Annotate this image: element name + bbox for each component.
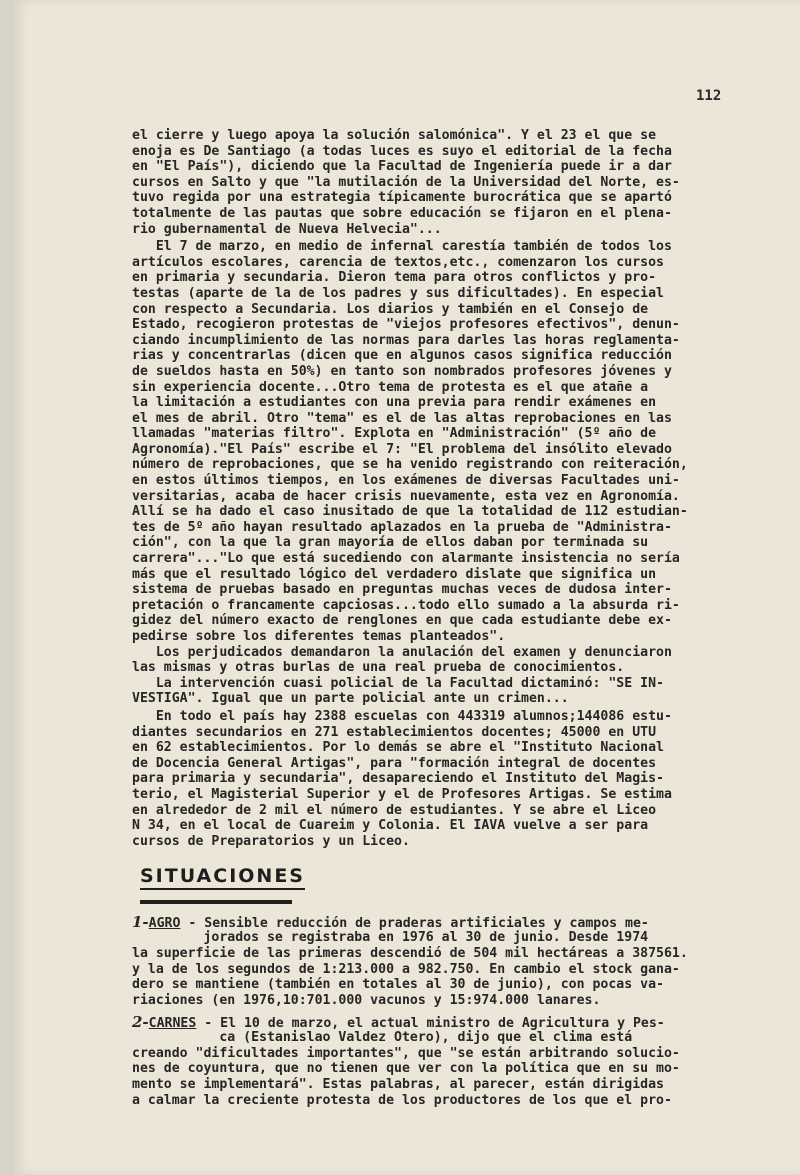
text-line: ción", con la que la gran mayoría de ellos daban por terminada su: [132, 535, 649, 551]
text-line: ciando incumplimiento de las normas para darles las horas reglamenta-: [132, 332, 680, 348]
paragraph-1: [132, 128, 752, 237]
text-line: Los perjudicados demandaron la anulación del examen y denunciaron: [132, 644, 672, 660]
text-line: La intervención cuasi policial de la Facultad dictaminó: "SE IN-: [132, 675, 664, 691]
text-line: en 62 establecimientos. Por lo demás se abre el "Instituto Nacional: [132, 740, 664, 756]
text-line: sin experiencia docente...Otro tema de protesta es el que atañe a: [132, 379, 649, 395]
text-line: el mes de abril. Otro "tema" es el de las altas reprobaciones en las: [132, 410, 672, 426]
text-line: para primaria y secundaria", desapareciendo el Instituto del Magis-: [132, 771, 664, 787]
text-line: testas (aparte de la de los padres y sus dificultades). En especial: [132, 285, 664, 301]
text-line: en primaria y secundaria. Dieron tema para otros conflictos y pro-: [132, 270, 657, 286]
text-line: Estado, recogieron protestas de "viejos profesores efectivos", denun-: [132, 317, 680, 333]
text-line: en "El País"), diciendo que la Facultad de Ingeniería puede ir a dar: [132, 159, 672, 175]
text-line: En todo el país hay 2388 escuelas con 443319 alumnos;144086 estu-: [132, 708, 672, 724]
document-body: [132, 128, 752, 1108]
text-line: número de reprobaciones, que se ha venido registrando con reiteración,: [132, 457, 688, 473]
text-line: y la de los segundos de 1:213.000 a 982.750. En cambio el stock gana-: [132, 961, 680, 977]
text-line: terio, el Magisterial Superior y el de Profesores Artigas. Se estima: [132, 786, 672, 802]
text-line: diantes secundarios en 271 establecimientos docentes; 45000 en UTU: [132, 724, 657, 740]
text-line: gidez del número exacto de renglones en que cada estudiante debe ex-: [132, 613, 672, 629]
text-line: con respecto a Secundaria. Los diarios y también en el Consejo de: [132, 301, 649, 317]
text-line: la limitación a estudiantes con una previa para rendir exámenes en: [132, 395, 657, 411]
text-line: de Docencia General Artigas", para "formación integral de docentes: [132, 755, 657, 771]
text-line: carrera"..."Lo que está sucediendo con alarmante insistencia no sería: [132, 551, 680, 567]
text-line: cursos de Preparatorios y un Liceo.: [132, 833, 410, 849]
item-head: [132, 914, 752, 930]
text-line: nes de coyuntura, que no tienen que ver con la política que en su mo-: [132, 1061, 680, 1077]
text-line: cursos en Salto y que "la mutilación de la Universidad del Norte, es-: [132, 174, 680, 190]
text-line: pedirse sobre los diferentes temas planteados".: [132, 629, 506, 644]
text-line: las mismas y otras burlas de una real prueba de conocimientos.: [132, 660, 625, 676]
document-page: [14, 0, 800, 1175]
text-line: mento se implementará". Estas palabras, al parecer, están dirigidas: [132, 1077, 664, 1093]
text-line: rio gubernamental de Nueva Helvecia"...: [132, 221, 442, 237]
text-line: enoja es De Santiago (a todas luces es suyo el editorial de la fecha: [132, 143, 672, 159]
item-number: 1-: [132, 913, 149, 932]
text-line: Allí se ha dado el caso inusitado de que la totalidad de 112 estudian-: [132, 504, 688, 520]
item-head: [132, 1014, 752, 1030]
text-line: pretación o francamente capciosas...todo ello sumado a la absurda ri-: [132, 597, 680, 613]
page-number: 112: [696, 88, 722, 104]
text-line: N 34, en el local de Cuareim y Colonia. El IAVA vuelve a ser para: [132, 818, 649, 834]
text-line: sistema de pruebas basado en preguntas muchas veces de dudosa inter-: [132, 582, 672, 598]
text-line: El 7 de marzo, en medio de infernal carestía también de todos los: [132, 239, 672, 255]
text-line: riaciones (en 1976,10:701.000 vacunos y 15:974.000 lanares.: [132, 992, 601, 1008]
item-carnes: [132, 1014, 752, 1108]
text-line: totalmente de las pautas que sobre educación se fijaron en el plena-: [132, 205, 672, 221]
item-term: CARNES: [148, 1016, 197, 1032]
paragraph-2: [132, 239, 752, 707]
item-first-line: - Sensible reducción de praderas artificiales y campos me-: [180, 916, 649, 932]
text-line: llamadas "materias filtro". Explota en "Administración" (5º año de: [132, 426, 657, 442]
text-line: tes de 5º año hayan resultado aplazados en la prueba de "Administra-: [132, 519, 672, 535]
text-line: versitarias, acaba de hacer crisis nuevamente, esta vez en Agronomía.: [132, 488, 680, 504]
text-line: tuvo regida por una estrategia típicamente burocrática que se apartó: [132, 190, 672, 206]
paragraph-3: [132, 709, 752, 849]
text-line: creando "dificultades importantes", que "se están arbitrando solucio-: [132, 1045, 680, 1061]
item-agro: [132, 914, 752, 1008]
text-line: de sueldos hasta en 50%) en tanto son nombrados profesores jóvenes y: [132, 363, 672, 379]
text-line: rias y concentrarlas (dicen que en algunos casos significa reducción: [132, 348, 672, 364]
text-line: Agronomía)."El País" escribe el 7: "El problema del insólito elevado: [132, 441, 672, 457]
item-number: 2-: [132, 1013, 149, 1032]
text-line: a calmar la creciente protesta de los productores de los que el pro-: [132, 1092, 672, 1108]
text-line: en estos últimos tiempos, en los exámenes de diversas Facultades uni-: [132, 473, 680, 489]
item-first-line: - El 10 de marzo, el actual ministro de Agricultura y Pes-: [196, 1016, 665, 1032]
text-line: jorados se registraba en 1976 al 30 de junio. Desde 1974: [132, 930, 649, 946]
text-line: en alrededor de 2 mil el número de estudiantes. Y se abre el Liceo: [132, 802, 657, 818]
text-line: VESTIGA". Igual que un parte policial ante un crimen...: [132, 691, 569, 707]
text-line: el cierre y luego apoya la solución salomónica". Y el 23 el que se: [132, 128, 657, 143]
text-line: artículos escolares, carencia de textos,etc., comenzaron los cursos: [132, 254, 664, 270]
text-line: ca (Estanislao Valdez Otero), dijo que el clima está: [132, 1030, 633, 1046]
text-line: más que el resultado lógico del verdadero dislate que significa un: [132, 566, 657, 582]
text-line: dero se mantiene (también en totales al 30 de junio), con pocas va-: [132, 977, 664, 993]
text-line: la superficie de las primeras descendió de 504 mil hectáreas a 387561.: [132, 945, 688, 961]
item-term: AGRO: [148, 916, 181, 932]
heading-rule: [140, 900, 292, 904]
section-heading: SITUACIONES: [140, 865, 305, 890]
